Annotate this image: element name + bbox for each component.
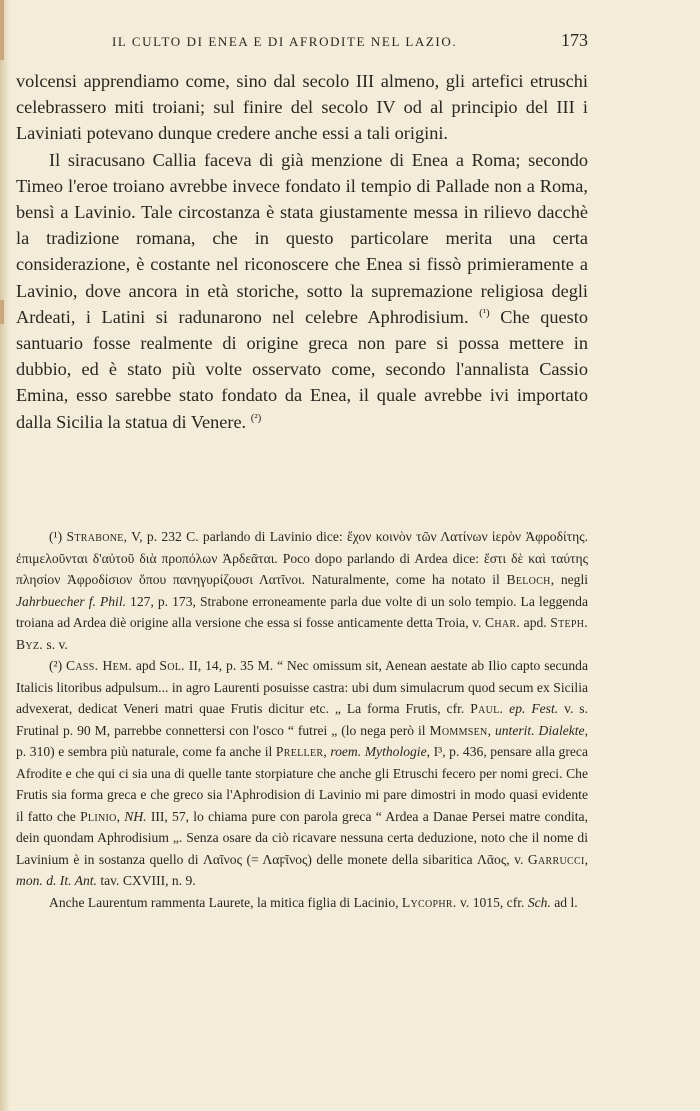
author-name: Beloch <box>506 572 551 587</box>
footnote-1 <box>16 526 588 655</box>
footnotes <box>16 526 588 913</box>
page-number: 173 <box>561 30 588 50</box>
author-name: Garrucci <box>527 851 585 867</box>
paragraph-continuation: volcensi apprendiamo come, sino dal secolo III almeno, gli artefici etruschi celebrassero miti troiani; sul finire del secolo IV od al principio del III i Laviniati potevano dunque credere anche essi a tali origini. <box>16 71 588 144</box>
author-name: Strabone <box>66 529 124 544</box>
text-span: , I³, p. 436, pensare alla greca Afrodite e che qui ci sia una di quelle tante storpiature che anche gli Etruschi fecero per nomi greci. Che Frutis sia forma greca e che greco sia l'Aphrodision di Lavinio mi pare dimostri in modo quasi evidente il fatto che <box>16 744 588 824</box>
text-span: Anche Laurentum rammenta Laurete, la mitica figlia di Lacinio, <box>49 894 402 910</box>
author-name: Paul. <box>470 701 504 716</box>
work-title: Sch. <box>527 894 551 910</box>
main-text <box>16 68 588 435</box>
text-span: Il siracusano Callia faceva di già menzione di Enea a Roma; secondo Timeo l'eroe troiano avrebbe invece fondato il tempio di Pallade non a Roma, bensì a Lavinio. Tale circostanza è stata giustamente messa in rilievo dacchè la tradizione romana, che in questo particolare merita una certa considerazione, è costante nel riconoscere che Enea si fissò primieramente a Lavinio, dove ancora in età storiche, sotto la supremazione religiosa degli Ardeati, i Latini si radunarono nel celebre Aphrodisium. <box>16 149 588 327</box>
text-span: apd. <box>520 615 551 630</box>
work-title: ep. Fest. <box>509 701 559 716</box>
author-name: Plinio <box>80 808 117 824</box>
work-title: mon. d. It. Ant. <box>16 873 97 888</box>
author-name: Steph. Byz. <box>16 615 588 652</box>
footnote-ref-2[interactable]: (²) <box>250 411 262 424</box>
page-edge-shadow <box>0 0 10 1111</box>
author-name: Mommsen <box>429 722 488 738</box>
text-span: II, 14, p. 35 M. “ Nec omissum sit, Aenean aestate ab Ilio capto secunda Italicis litoribus adpulsum... in agro Laurenti posuisse castra: ubi dum simulacrum quod secum ex Sicilia advexerat, dedicat Veneri matri quae Frutis dicitur etc. „ La forma Frutis, cfr. <box>16 658 588 716</box>
text-span: tav. CXVIII, n. 9. <box>96 873 196 888</box>
author-name: Char. <box>485 615 521 630</box>
running-header: IL CULTO DI ENEA E DI AFRODITE NEL LAZIO. <box>112 34 458 49</box>
author-name: Sol. <box>159 658 185 673</box>
text-span: , negli <box>550 572 588 587</box>
footnote-marker: (²) <box>49 658 63 673</box>
author-name: Lycophr. <box>401 894 457 910</box>
text-span: apd <box>131 658 160 673</box>
text-span: ad l. <box>550 894 578 910</box>
author-name: Cass. Hem. <box>66 658 132 673</box>
work-title: Jahrbuecher f. Phil. <box>16 593 127 609</box>
footnote-2: (²) Cass. Hem. apd Sol. II, 14, p. 35 M. “ Nec omissum sit, Aenean aestate ab Ilio capto secunda Italicis litoribus adpulsum... in agro Laurenti posuisse castra: ubi dum simulacrum quod secum ex Sicilia advexerat, dedicat Veneri matri quae Frutis dicitur etc. „ La forma Frutis, cfr. Paul. ep. Fest. v. s. Frutinal p. 90 M, parrebbe connettersi con l'osco “ futrei „ (lo nega però il Mommsen, unterit. Dialekte, p. 310) e sembra più naturale, come fa anche il Preller, roem. Mythologie, I³, p. 436, pensare alla greca Afrodite e che qui ci sia una di quelle tante storpiature che anche gli Etruschi fecero per nomi greci. Che Frutis sia forma greca e che greco sia l'Aphrodision di Lavinio mi pare dimostri in modo quasi evidente il fatto che Plinio, NH. III, 57, lo chiama pure con parola greca “ Ardea a Danae Persei matre condita, dein quondam Aphrodisium „. Senza osare da ciò ricavare nessuna certa deduzione, noto che il nome di Lavinium è in sostanza quello di Λαῖνος (= Λαϝῖνος) delle monete della sibaritica Λᾶος, v. Garrucci, mon. d. It. Ant. tav. CXVIII, n. 9. <box>16 658 589 888</box>
text-span: v. 1015, cfr. <box>456 894 528 910</box>
page-edge-stain <box>0 300 4 324</box>
page-edge-stain <box>0 0 4 60</box>
footnote-ref-1[interactable]: (¹) <box>479 306 490 319</box>
text-span: s. v. <box>43 636 68 652</box>
text-span: , V, p. 232 C. parlando di Lavinio dice: ἔχον κοινὸν τῶν Λατίνων ἱερὸν Ἀφροδίτης. ἐπιμελοῦνται δ'αὐτοῦ διὰ προπόλων Ἀρδεᾶται. Poco dopo parlando di Ardea dice: ἔστι δὲ καὶ ταύτης πλησίον Ἀφροδίσιον ὅπου πανηγυρίζουσι Λατῖνοι. Naturalmente, come ha notato il <box>16 529 589 587</box>
text-span: , p. 310) e sembra più naturale, come fa anche il <box>16 722 589 759</box>
text-span: v. s. Frutinal p. 90 M, parrebbe connettersi con l'osco “ futrei „ (lo nega però il <box>16 701 588 738</box>
work-title: roem. Mythologie <box>330 744 427 759</box>
footnote-3 <box>16 892 588 914</box>
text-span: 127, p. 173, Strabone erroneamente parla due volte di un solo tempio. La leggenda troiana ad Ardea diè origine alla versione che essa si fosse anticamente detta Troia, v. <box>16 593 588 630</box>
paragraph-callia <box>16 147 588 435</box>
work-title: unterit. Dialekte <box>494 722 585 738</box>
work-title: NH. <box>124 808 147 824</box>
text-span: Che questo santuario fosse realmente di origine greca non pare si possa mettere in dubbio, ed è stato più volte osservato come, secondo l'annalista Cassio Emina, esso sarebbe stato fondato da Enea, il quale avrebbe ivi importato dalla Sicilia la statua di Venere. <box>16 306 588 432</box>
text-span: III, 57, lo chiama pure con parola greca “ Ardea a Danae Persei matre condita, dein quondam Aphrodisium „. Senza osare da ciò ricavare nessuna certa deduzione, noto che il nome di Lavinium è in sostanza quello di Λαῖνος (= Λαϝῖνος) delle monete della sibaritica Λᾶος, v. <box>16 808 588 867</box>
author-name: Preller <box>275 744 324 759</box>
footnote-marker: (¹) <box>49 529 63 544</box>
